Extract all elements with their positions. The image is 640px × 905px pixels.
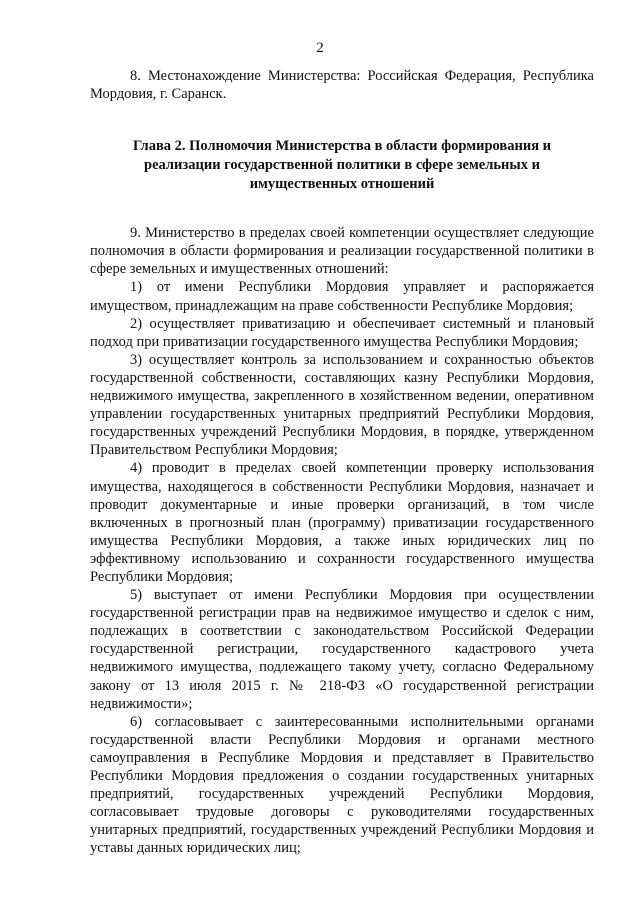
paragraph-item-8: 8. Местонахождение Министерства: Российская Федерация, Республика Мордовия, г. Саранск. <box>90 68 594 103</box>
document-body <box>90 67 594 857</box>
subitem-5: 5) выступает от имени Республики Мордовия при осуществлении государственной регистрации прав на недвижимое имущество и сделок с ним, подлежащих в соответствии с законодательством Российской Федерации государственной регистрации, государственного кадастрового учета недвижимого имущества, подлежащего такому учету, согласно Федеральному закону от 13 июля 2015 г. № 218-ФЗ «О государственной регистрации недвижимости»; <box>90 587 594 712</box>
paragraph-item-9: 9. Министерство в пределах своей компетенции осуществляет следующие полномочия в области формирования и реализации государственной политики в сфере земельных и имущественных отношений: <box>90 225 594 278</box>
subitem-6: 6) согласовывает с заинтересованными исполнительными органами государственной власти Республики Мордовия и органами местного самоуправления в Республике Мордовия и представляет в Правительство Республики Мордовия предложения о создании государственных унитарных предприятий, государственных учреждений Республики Мордовия, согласовывает трудовые договоры с руководителями государственных унитарных предприятий, государственных учреждений Республики Мордовия и уставы данных юридических лиц; <box>90 713 594 857</box>
subitem-4: 4) проводит в пределах своей компетенции проверку использования имущества, находящегося в собственности Республики Мордовия, назначает и проводит документарные и иные проверки организаций, в том числе включенных в прогнозный план (программу) приватизации государственного имущества Республики Мордовия, а также иных юридических лиц по эффективному использованию и сохранности государственного имущества Республики Мордовия; <box>90 460 594 585</box>
subitem-3: 3) осуществляет контроль за использованием и сохранностью объектов государственной собственности, составляющих казну Республики Мордовия, недвижимого имущества, закрепленного в хозяйственном ведении, оперативном управлении государственных унитарных предприятий Республики Мордовия, государственных учреждений Республики Мордовия, в порядке, утвержденном Правительством Республики Мордовия; <box>90 351 594 459</box>
subitem-1: 1) от имени Республики Мордовия управляет и распоряжается имуществом, принадлежащим на праве собственности Республике Мордовия; <box>90 279 594 314</box>
page-number: 2 <box>316 40 324 56</box>
subitem-2: 2) осуществляет приватизацию и обеспечивает системный и плановый подход при приватизации государственного имущества Республики Мордовия; <box>90 315 594 350</box>
chapter-title: Глава 2. Полномочия Министерства в области формирования и реализации государственной политики в сфере земельных и имущественных отношений <box>132 138 552 193</box>
